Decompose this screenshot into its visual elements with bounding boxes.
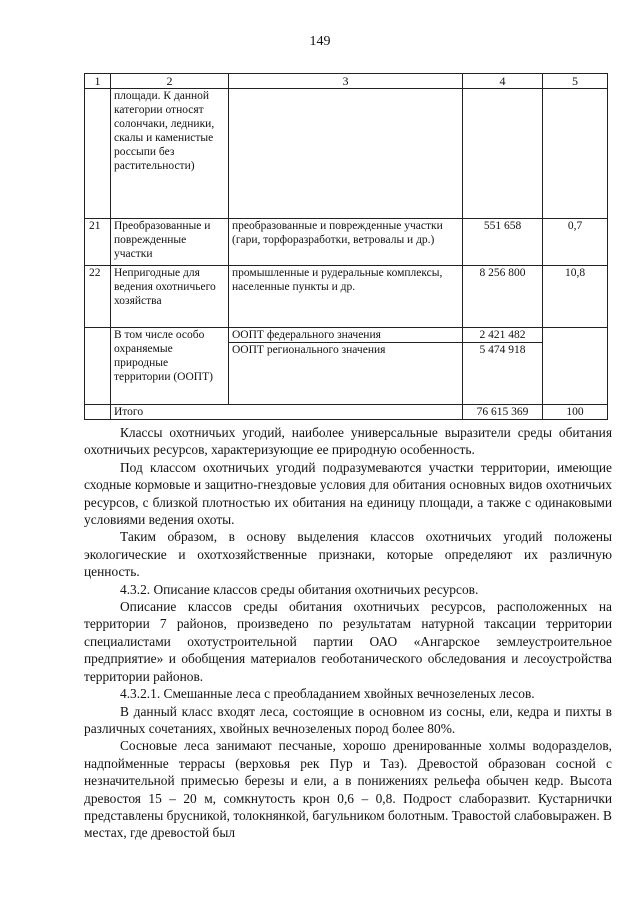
- oopt-regional-area: 5 474 918: [463, 343, 543, 405]
- section-heading: 4.3.2. Описание классов среды обитания охотничьих ресурсов.: [120, 581, 479, 597]
- total-area: 76 615 369: [463, 405, 543, 420]
- paragraph: Описание классов среды обитания охотничьих ресурсов, расположенных на территории 7 районов, произведено по результатам натурной таксации территории специалистами охотустроительной партии ОАО «Ангарское землеустроительное предприятие» и обобщения материалов геоботанического обследования и лесоустройства территории районов.: [84, 599, 612, 684]
- percent-value: [543, 328, 608, 405]
- column-header: 5: [543, 74, 608, 89]
- paragraph: Классы охотничьих угодий, наиболее универсальные выразители среды обитания охотничьих ресурсов, характеризующие ее природную особенность.: [84, 425, 612, 458]
- area-value: 551 658: [463, 219, 543, 266]
- total-label: Итого: [111, 405, 463, 420]
- oopt-regional-description: ООПТ регионального значения: [229, 343, 463, 405]
- table-row: [85, 219, 608, 266]
- row-number: [85, 328, 111, 405]
- table-row: [85, 266, 608, 328]
- row-number: [85, 89, 111, 219]
- percent-value: 0,7: [543, 219, 608, 266]
- subsection-heading: 4.3.2.1. Смешанные леса с преобладанием хвойных вечнозеленых лесов.: [120, 686, 535, 702]
- land-categories-table: [84, 73, 608, 420]
- oopt-federal-area: 2 421 482: [463, 328, 543, 343]
- row-number: 21: [85, 219, 111, 266]
- row-number: [85, 405, 111, 420]
- column-header: 1: [85, 74, 111, 89]
- category-name: площади. К данной категории относят солончаки, ледники, скалы и каменистые россыпи без растительности): [111, 89, 229, 219]
- column-header: 3: [229, 74, 463, 89]
- category-name: Преобразованные и поврежденные участки: [111, 219, 229, 266]
- oopt-federal-description: ООПТ федерального значения: [229, 328, 463, 343]
- paragraph: Под классом охотничьих угодий подразумеваются участки территории, имеющие сходные кормовые и защитно-гнездовые условия для обитания основных видов охотничьих ресурсов, с близкой плотностью их обитания на единицу площади, а также с одинаковыми условиями ведения охоты.: [84, 459, 612, 528]
- category-description: [229, 89, 463, 219]
- page-number: 149: [309, 34, 331, 49]
- column-header: 2: [111, 74, 229, 89]
- paragraph: В данный класс входят леса, состоящие в основном из сосны, ели, кедра и пихты в различных сочетаниях, хвойных вечнозеленых пород более 80%.: [84, 703, 612, 736]
- column-header: 4: [463, 74, 543, 89]
- paragraph: Таким образом, в основу выделения классов охотничьих угодий положены экологические и охотхозяйственные признаки, которые определяют их различную ценность.: [84, 529, 612, 580]
- row-number: 22: [85, 266, 111, 328]
- percent-value: [543, 89, 608, 219]
- table-header-row: [85, 74, 608, 89]
- total-percent: 100: [543, 405, 608, 420]
- category-description: преобразованные и поврежденные участки (гари, торфоразработки, ветровалы и др.): [229, 219, 463, 266]
- body-text: [84, 424, 612, 842]
- oopt-name: В том числе особо охраняемые природные территории (ООПТ): [111, 328, 229, 405]
- table-row-oopt-federal: [85, 328, 608, 343]
- area-value: [463, 89, 543, 219]
- table-row: [85, 89, 608, 219]
- percent-value: 10,8: [543, 266, 608, 328]
- table-total-row: [85, 405, 608, 420]
- paragraph: Сосновые леса занимают песчаные, хорошо дренированные холмы водоразделов, надпойменные террасы (верховья рек Пур и Таз). Древостой образован сосной с незначительной примесью березы и ели, а в понижениях рельефа обычен кедр. Высота древостоя 15 – 20 м, сомкнутость крон 0,6 – 0,8. Подрост слаборазвит. Кустарнички представлены брусникой, толокнянкой, багульником болотным. Травостой слабовыражен. В местах, где древостой был: [84, 738, 612, 841]
- area-value: 8 256 800: [463, 266, 543, 328]
- category-name: Непригодные для ведения охотничьего хозяйства: [111, 266, 229, 328]
- category-description: промышленные и рудеральные комплексы, населенные пункты и др.: [229, 266, 463, 328]
